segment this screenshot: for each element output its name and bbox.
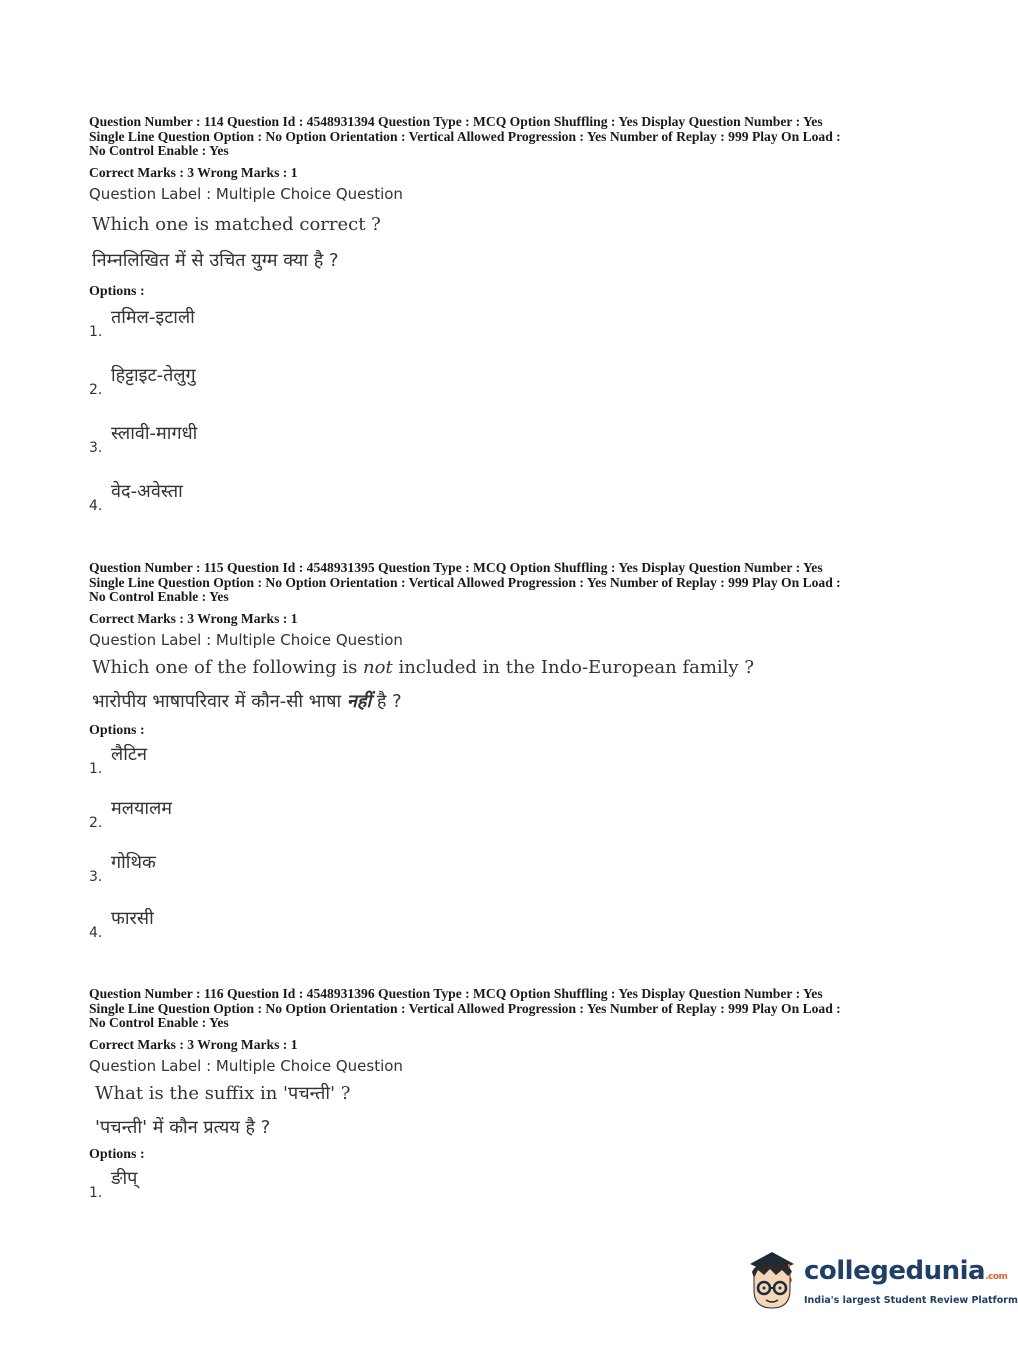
marks-line: Correct Marks : 3 Wrong Marks : 1 (89, 610, 298, 626)
option-item (89, 796, 919, 850)
option-number: 2. (89, 381, 103, 398)
option-text: फारसी (111, 907, 154, 929)
option-text: वेद-अवेस्ता (111, 480, 183, 502)
logo-name: collegedunia (804, 1256, 986, 1286)
option-text: गोथिक (111, 851, 156, 873)
marks-line: Correct Marks : 3 Wrong Marks : 1 (89, 1036, 298, 1052)
question-meta-line-3: No Control Enable : Yes (89, 143, 229, 158)
question-text-emphasis: नहीं (346, 690, 372, 712)
option-number: 4. (89, 924, 103, 941)
question-meta-line-1: Question Number : 116 Question Id : 4548931396 Question Type : MCQ Option Shuffling : Yes Display Question Number : Yes (89, 986, 823, 1001)
question-meta-line-2: Single Line Question Option : No Option Orientation : Vertical Allowed Progression : Yes Number of Replay : 999 Play On Load : (89, 1000, 841, 1016)
option-number: 1. (89, 760, 103, 777)
question-label: Question Label : Multiple Choice Question (89, 184, 403, 203)
question-meta-line-2: Single Line Question Option : No Option Orientation : Vertical Allowed Progression : Yes Number of Replay : 999 Play On Load : (89, 574, 841, 590)
option-text: ङीप् (111, 1167, 138, 1189)
question-text-english (92, 656, 919, 680)
question-text-part: भारोपीय भाषापरिवार में कौन-सी भाषा (92, 690, 347, 712)
option-item (89, 421, 919, 479)
question-meta-line-1: Question Number : 115 Question Id : 4548931395 Question Type : MCQ Option Shuffling : Yes Display Question Number : Yes (89, 560, 823, 575)
options-heading: Options : (89, 722, 145, 738)
option-item (89, 850, 919, 906)
question-text-part: है ? (371, 690, 402, 712)
question-label: Question Label : Multiple Choice Question (89, 630, 403, 649)
logo-wordmark (804, 1256, 1007, 1286)
question-text-hindi (92, 690, 919, 714)
question-meta-line-3: No Control Enable : Yes (89, 1015, 229, 1030)
question-text-hindi: 'पचन्ती' में कौन प्रत्यय है ? (95, 1116, 271, 1138)
option-text: मलयालम (111, 797, 173, 819)
question-text-hindi: निम्नलिखित में से उचित युग्म क्या है ? (92, 249, 339, 271)
question-block-116 (89, 987, 919, 1224)
option-number: 1. (89, 323, 103, 340)
option-text: स्लावी-मागधी (111, 422, 198, 444)
option-item (89, 1166, 919, 1224)
question-meta-line-1: Question Number : 114 Question Id : 4548931394 Question Type : MCQ Option Shuffling : Yes Display Question Number : Yes (89, 114, 823, 129)
collegedunia-logo (742, 1250, 1018, 1320)
logo-suffix: .com (985, 1272, 1008, 1282)
option-text: लैटिन (111, 743, 147, 765)
option-number: 3. (89, 439, 103, 456)
question-text-emphasis: not (363, 656, 393, 678)
mascot-icon (742, 1250, 802, 1312)
question-meta-line-2: Single Line Question Option : No Option Orientation : Vertical Allowed Progression : Yes Number of Replay : 999 Play On Load : (89, 128, 841, 144)
options-heading: Options : (89, 283, 145, 299)
option-item (89, 479, 919, 537)
question-text-part: Which one of the following is (92, 656, 364, 678)
question-text-english: What is the suffix in 'पचन्ती' ? (95, 1082, 351, 1104)
option-item (89, 742, 919, 796)
question-block-114 (89, 115, 919, 537)
option-number: 3. (89, 868, 103, 885)
logo-tagline: India's largest Student Review Platform (804, 1295, 1018, 1306)
option-text: तमिल-इटाली (111, 306, 195, 328)
question-text-part: included in the Indo-European family ? (392, 656, 754, 678)
question-text-english: Which one is matched correct ? (92, 213, 381, 235)
question-label: Question Label : Multiple Choice Question (89, 1056, 403, 1075)
option-item (89, 906, 919, 960)
option-text: हिट्टाइट-तेलुगु (111, 364, 196, 386)
option-item (89, 363, 919, 421)
option-number: 4. (89, 497, 103, 514)
options-heading: Options : (89, 1146, 145, 1162)
option-item (89, 305, 919, 363)
marks-line: Correct Marks : 3 Wrong Marks : 1 (89, 164, 298, 180)
question-meta-line-3: No Control Enable : Yes (89, 589, 229, 604)
option-number: 1. (89, 1184, 103, 1201)
question-block-115 (89, 561, 919, 960)
option-number: 2. (89, 814, 103, 831)
